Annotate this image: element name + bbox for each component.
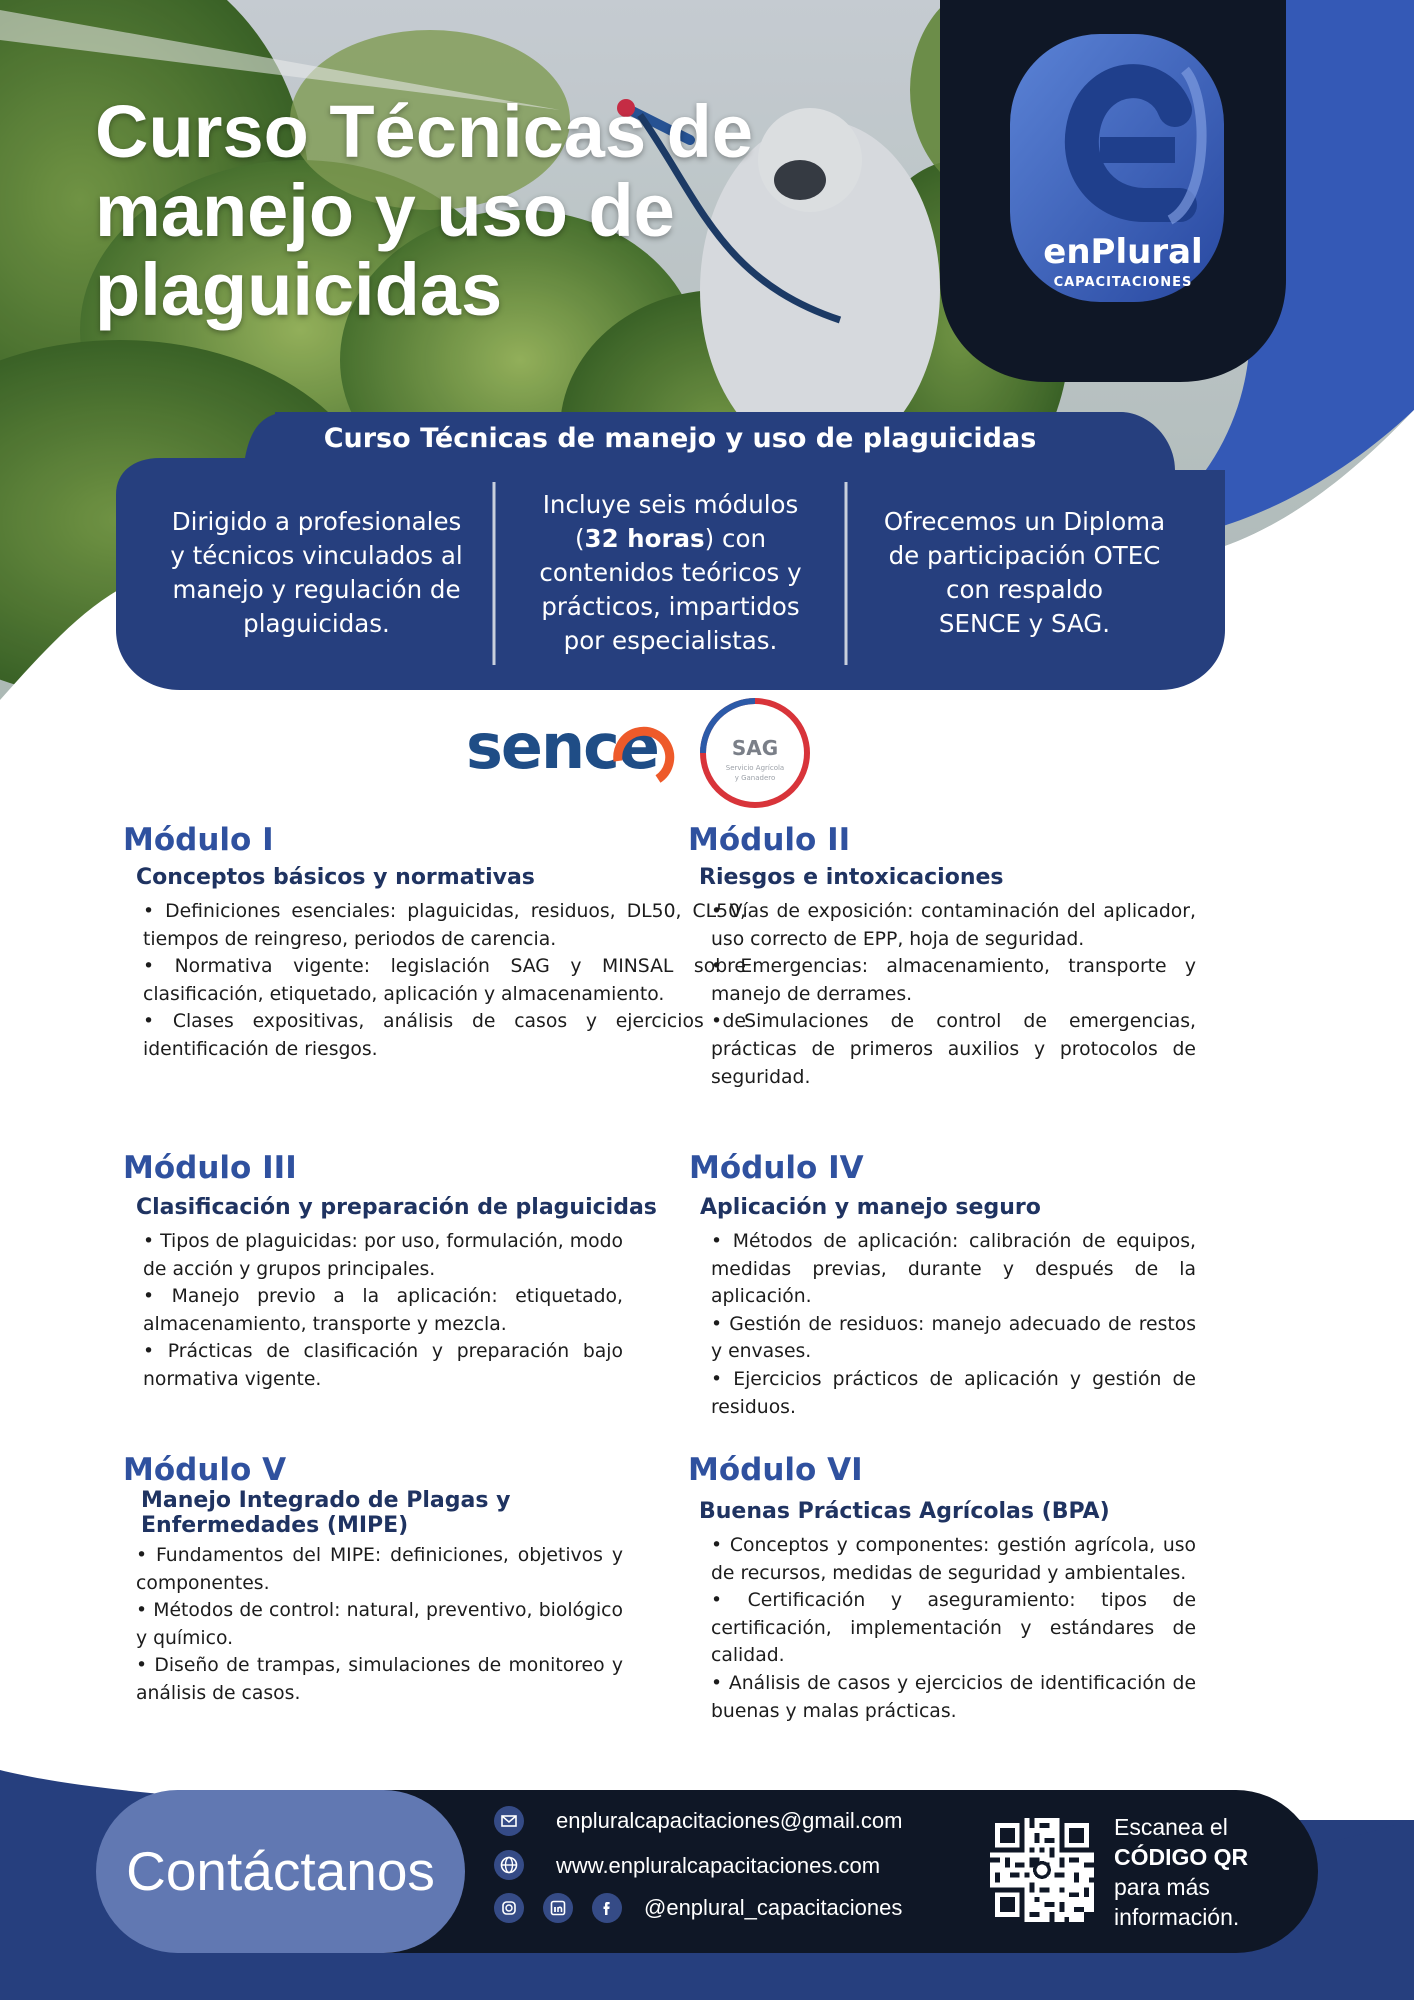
module-bullets bbox=[136, 1542, 623, 1708]
module-title: Módulo V bbox=[123, 1452, 287, 1488]
sag-logo bbox=[697, 695, 813, 811]
list-item: • Certificación y aseguramiento: tipos de certificación, implementación y estándares de calidad. bbox=[711, 1590, 1196, 1667]
list-item: • Diseño de trampas, simulaciones de monitoreo y análisis de casos. bbox=[136, 1655, 623, 1704]
title-line-3: plaguicidas bbox=[95, 248, 503, 331]
info-audience: Dirigido a profesionales y técnicos vinculados al manejo y regulación de plaguicidas. bbox=[170, 507, 463, 638]
list-item: • Gestión de residuos: manejo adecuado de restos y envases. bbox=[711, 1313, 1196, 1363]
qr-code[interactable] bbox=[990, 1818, 1094, 1922]
module-3 bbox=[123, 1150, 663, 1394]
list-item: • Análisis de casos y ejercicios de identificación de buenas y malas prácticas. bbox=[711, 1672, 1196, 1722]
module-bullets bbox=[143, 1228, 623, 1394]
page-title bbox=[95, 92, 815, 329]
facebook-icon[interactable] bbox=[592, 1893, 622, 1923]
title-line-1: Curso Técnicas de bbox=[95, 90, 754, 173]
module-bullets bbox=[711, 1228, 1196, 1421]
sag-sub1: Servicio Agrícola bbox=[725, 764, 785, 772]
sag-sub2: y Ganadero bbox=[734, 774, 776, 782]
sag-title: SAG bbox=[731, 736, 779, 760]
module-bullets bbox=[711, 1532, 1196, 1725]
info-diploma: Ofrecemos un Diploma de participación OTEC con respaldo SENCE y SAG. bbox=[883, 507, 1166, 638]
brand-tagline: CAPACITACIONES bbox=[1053, 275, 1193, 290]
email-icon bbox=[494, 1806, 524, 1836]
module-1 bbox=[123, 822, 746, 1064]
module-subtitle: Manejo Integrado de Plagas y Enfermedades (MIPE) bbox=[141, 1488, 511, 1538]
email-link[interactable]: enpluralcapacitaciones@gmail.com bbox=[556, 1808, 903, 1833]
info-heading: Curso Técnicas de manejo y uso de plaguicidas bbox=[323, 423, 1037, 454]
list-item: • Ejercicios prácticos de aplicación y gestión de residuos. bbox=[711, 1368, 1196, 1418]
module-title: Módulo I bbox=[123, 822, 274, 858]
module-4 bbox=[689, 1150, 1196, 1421]
hours-highlight: 32 horas bbox=[584, 524, 705, 553]
module-6 bbox=[688, 1452, 1196, 1725]
title-line-2: manejo y uso de bbox=[95, 169, 675, 252]
linkedin-icon[interactable] bbox=[543, 1893, 573, 1923]
qr-caption: Escanea el CÓDIGO QR para más información. bbox=[1114, 1814, 1249, 1930]
list-item: • Manejo previo a la aplicación: etiquetado, almacenamiento, transporte y mezcla. bbox=[143, 1286, 623, 1335]
list-item: • Métodos de aplicación: calibración de equipos, medidas previas, durante y después de la aplicación. bbox=[711, 1231, 1196, 1308]
list-item: • Conceptos y componentes: gestión agrícola, uso de recursos, medidas de seguridad y ambientales. bbox=[711, 1535, 1196, 1584]
list-item: • Tipos de plaguicidas: por uso, formulación, modo de acción y grupos principales. bbox=[143, 1231, 623, 1280]
module-2 bbox=[688, 822, 1196, 1091]
list-item: • Normativa vigente: legislación SAG y MINSAL sobre clasificación, etiquetado, aplicación y almacenamiento. bbox=[143, 956, 746, 1005]
module-bullets bbox=[143, 898, 746, 1064]
module-subtitle: Clasificación y preparación de plaguicidas bbox=[136, 1195, 657, 1220]
info-modules: Incluye seis módulos (32 horas) con contenidos teóricos y prácticos, impartidos por especialistas. bbox=[539, 490, 802, 655]
module-subtitle: Conceptos básicos y normativas bbox=[136, 865, 535, 890]
list-item: • Vías de exposición: contaminación del aplicador, uso correcto de EPP, hoja de seguridad. bbox=[711, 901, 1196, 950]
contact-title: Contáctanos bbox=[126, 1840, 435, 1902]
list-item: • Clases expositivas, análisis de casos y ejercicios de identificación de riesgos. bbox=[143, 1011, 746, 1060]
globe-icon bbox=[494, 1850, 524, 1880]
list-item: • Métodos de control: natural, preventivo, biológico y químico. bbox=[136, 1600, 623, 1649]
sence-logo: sence bbox=[466, 707, 676, 787]
instagram-icon[interactable] bbox=[494, 1893, 524, 1923]
module-title: Módulo III bbox=[123, 1150, 297, 1186]
social-handle[interactable]: @enplural_capacitaciones bbox=[644, 1895, 903, 1920]
module-subtitle: Aplicación y manejo seguro bbox=[700, 1195, 1041, 1220]
module-title: Módulo II bbox=[688, 822, 851, 858]
list-item: • Prácticas de clasificación y preparación bajo normativa vigente. bbox=[143, 1341, 623, 1390]
module-title: Módulo VI bbox=[688, 1452, 863, 1488]
enplural-logo-icon bbox=[980, 0, 1286, 382]
list-item: • Definiciones esenciales: plaguicidas, residuos, DL50, CL50, tiempos de reingreso, periodos de carencia. bbox=[143, 901, 746, 950]
module-subtitle: Riesgos e intoxicaciones bbox=[699, 865, 1004, 890]
sence-swoosh-icon bbox=[608, 721, 676, 787]
module-title: Módulo IV bbox=[689, 1150, 864, 1186]
brand-name: enPlural bbox=[1043, 232, 1203, 272]
list-item: • Simulaciones de control de emergencias, prácticas de primeros auxilios y protocolos de seguridad. bbox=[711, 1011, 1196, 1088]
list-item: • Fundamentos del MIPE: definiciones, objetivos y componentes. bbox=[136, 1545, 623, 1594]
module-subtitle: Buenas Prácticas Agrícolas (BPA) bbox=[699, 1499, 1110, 1524]
website-link[interactable]: www.enpluralcapacitaciones.com bbox=[556, 1853, 881, 1878]
module-bullets bbox=[711, 898, 1196, 1091]
list-item: • Emergencias: almacenamiento, transporte y manejo de derrames. bbox=[711, 956, 1196, 1005]
module-5 bbox=[123, 1452, 623, 1708]
